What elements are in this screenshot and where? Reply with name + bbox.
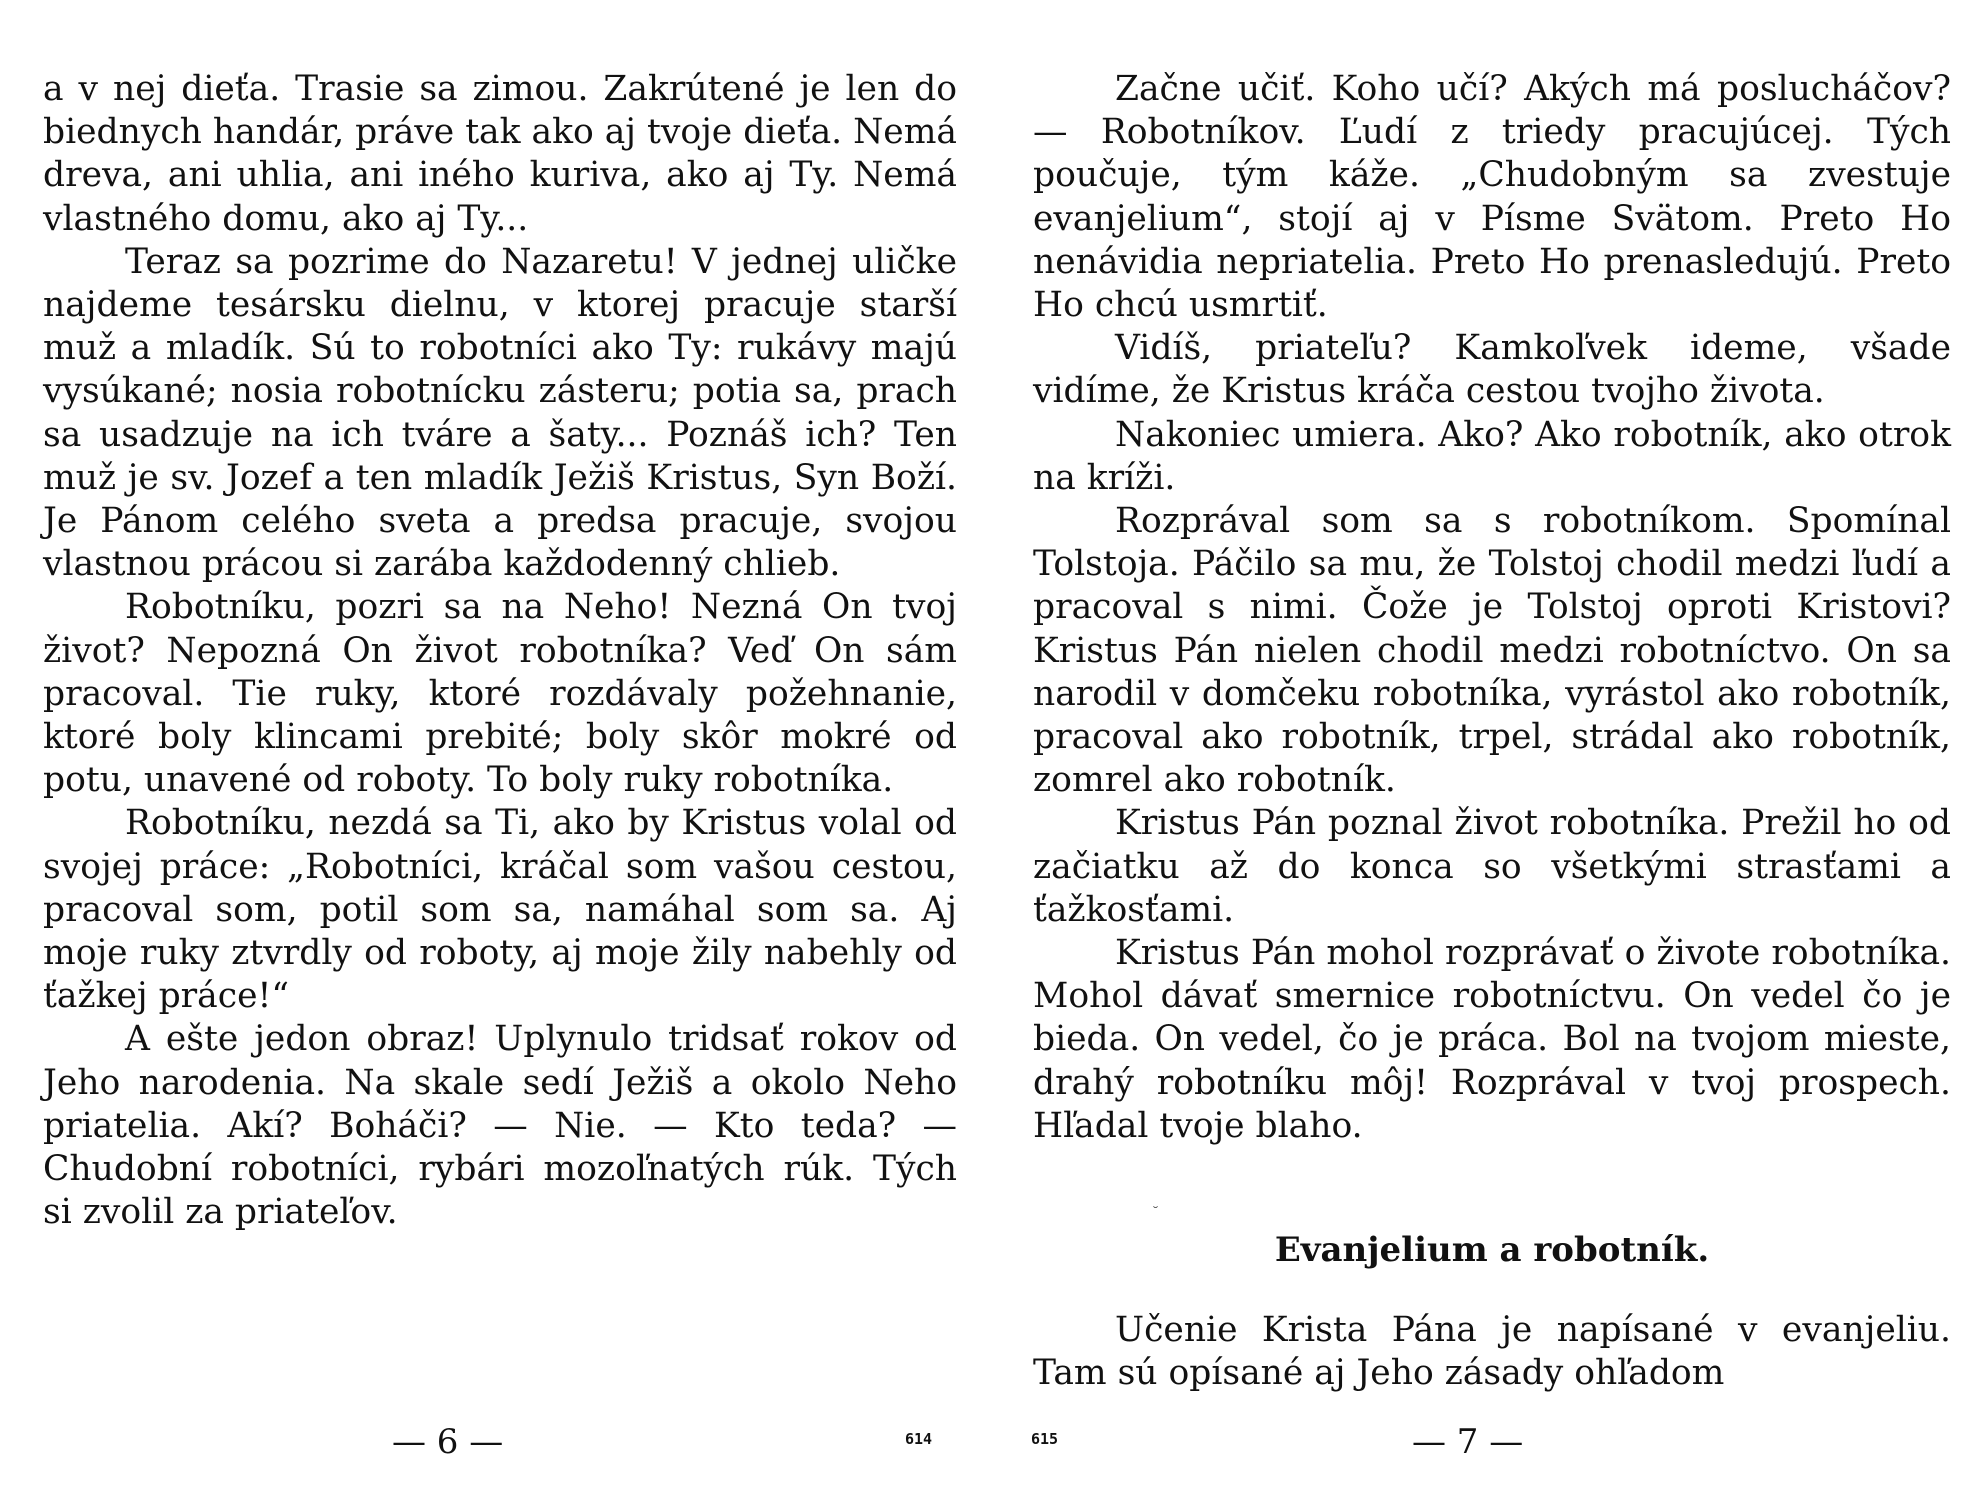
left-paragraph-4: Robotníku, nezdá sa Ti, ako by Kristus volal od svojej práce: „Robotníci, kráčal som vašou cestou, pracoval som, potil som sa, namáhal som sa. Aj moje ruky ztvrdly od roboty, aj moje žily nabehly od ťažkej práce!“ [43, 803, 957, 1017]
right-page-number: 615 [1031, 1430, 1059, 1448]
section-heading: Evanjelium a robotník. [1274, 1230, 1710, 1271]
left-page-number: 614 [905, 1430, 933, 1448]
left-paragraph-1: a v nej dieťa. Trasie sa zimou. Zakrútené je len do biednych handár, práve tak ako aj tvoje dieťa. Nemá dreva, ani uhlia, ani iného kuriva, ako aj Ty. Nemá vlastného domu, ako aj Ty... [43, 69, 957, 239]
right-paragraph-7: Učenie Krista Pána je napísané v evanjeliu. Tam sú opísané aj Jeho zásady ohľadom [1033, 1310, 1951, 1394]
left-folio: — 6 — [392, 1422, 504, 1462]
right-folio: — 7 — [1412, 1422, 1524, 1462]
ornament-mark: ˘ [1152, 1205, 1159, 1221]
right-paragraph-4: Rozprával som sa s robotníkom. Spomínal Tolstoja. Páčilo sa mu, že Tolstoj chodil medzi ľudí a pracoval s nimi. Čože je Tolstoj oproti Kristovi? Kristus Pán nielen chodil medzi robotníctvo. On sa narodil v domčeku robotníka, vyrástol ako robotník, pracoval ako robotník, trpel, strádal ako robotník, zomrel ako robotník. [1033, 501, 1951, 801]
right-paragraph-3: Nakoniec umiera. Ako? Ako robotník, ako otrok na kríži. [1033, 414, 1951, 498]
left-paragraph-5: A ešte jedon obraz! Uplynulo tridsať rokov od Jeho narodenia. Na skale sedí Ježiš a okolo Neho priatelia. Akí? Boháči? — Nie. — Kto teda? — Chudobní robotníci, rybári mozoľnatých rúk. Tých si zvolil za priateľov. [43, 1019, 957, 1233]
left-paragraph-2: Teraz sa pozrime do Nazaretu! V jednej uličke najdeme tesársku dielnu, v ktorej pracuje starší muž a mladík. Sú to robotníci ako Ty: rukávy majú vysúkané; nosia robotnícku zásteru; potia sa, prach sa usadzuje na ich tváre a šaty... Poznáš ich? Ten muž je sv. Jozef a ten mladík Ježiš Kristus, Syn Boží. Je Pánom celého sveta a predsa pracuje, svojou vlastnou prácou si zarába každodenný chlieb. [43, 241, 957, 585]
right-paragraph-6: Kristus Pán mohol rozprávať o živote robotníka. Mohol dávať smernice robotníctvu. On vedel čo je bieda. On vedel, čo je práca. Bol na tvojom mieste, drahý robotníku môj! Rozprával v tvoj prospech. Hľadal tvoje blaho. [1033, 933, 1951, 1146]
right-text-column [1033, 68, 1951, 1395]
left-paragraph-3: Robotníku, pozri sa na Neho! Nezná On tvoj život? Nepozná On život robotníka? Veď On sám pracoval. Tie ruky, ktoré rozdávaly požehnanie, ktoré boly klincami prebité; boly skôr mokré od potu, unavené od roboty. To boly ruky robotníka. [43, 587, 957, 801]
right-page [989, 0, 1978, 1500]
right-paragraph-1: Začne učiť. Koho učí? Akých má poslucháčov? — Robotníkov. Ľudí z triedy pracujúcej. Tých poučuje, tým káže. „Chudobným sa zvestuje evanjelium“, stojí aj v Písme Svätom. Preto Ho nenávidia nepriatelia. Preto Ho prenasledujú. Preto Ho chcú usmrtiť. [1033, 69, 1951, 326]
left-text-column [43, 68, 957, 1234]
right-paragraph-2: Vidíš, priateľu? Kamkoľvek ideme, všade vidíme, že Kristus kráča cestou tvojho života. [1033, 328, 1951, 412]
right-paragraph-5: Kristus Pán poznal život robotníka. Prežil ho od začiatku až do konca so všetkými strasťami a ťažkosťami. [1033, 803, 1951, 930]
